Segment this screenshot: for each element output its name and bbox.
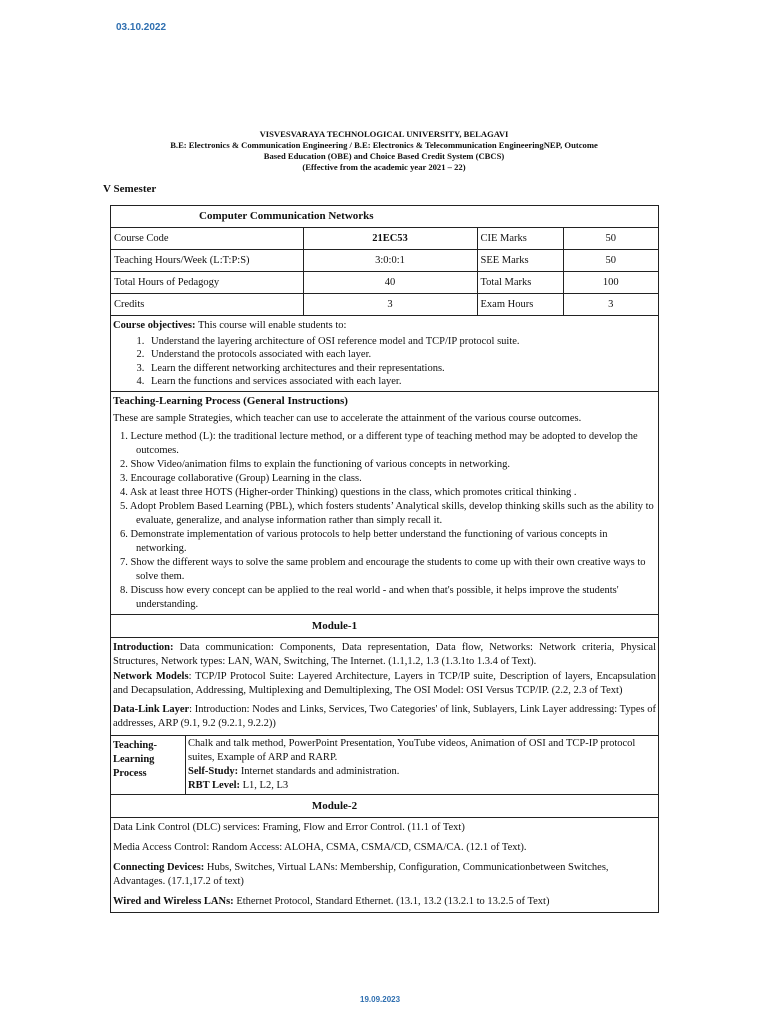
course-info-table: [111, 228, 658, 315]
topic-text: Hubs, Switches, Virtual LANs: Membership, Configuration, Communicationbetween Switches, Advantages. (17.1,17.2 of text): [113, 861, 609, 887]
program-line: B.E: Electronics & Communication Engineering / B.E: Electronics & Telecommunication EngineeringNEP, Outcome: [170, 140, 598, 150]
module-2-dlc: Data Link Control (DLC) services: Framing, Flow and Error Control. (11.1 of Text): [113, 821, 465, 833]
course-code-value: 21EC53: [303, 228, 477, 250]
list-item: 8. Discuss how every concept can be applied to the real world - and when that's possible, it helps improve the students' understanding.: [120, 584, 619, 610]
module-2-heading: Module-2: [111, 795, 658, 818]
objectives-list: [113, 335, 656, 389]
course-title: Computer Communication Networks: [111, 206, 658, 228]
topic-text: Ethernet Protocol, Standard Ethernet. (13.1, 13.2 (13.2.1 to 13.2.5 of Text): [233, 895, 550, 907]
topic-label: Network Models: [113, 670, 189, 682]
module-2-content: [111, 818, 658, 912]
self-study-label: Self-Study:: [188, 765, 239, 777]
date-top: 03.10.2022: [116, 22, 167, 33]
topic-text: : TCP/IP Protocol Suite: Layered Architecture, Layers in TCP/IP suite, Description of layers, Encapsulation and Decapsulation, Addressing, Multiplexing and Demultiplexing, The OSI Model: OSI Versus TCP/IP. (2.2, 2.3 of Text): [113, 670, 656, 696]
info-label: CIE Marks: [477, 228, 563, 250]
document-header: [100, 129, 668, 173]
syllabus-table: [110, 205, 659, 913]
list-item: 4. Learn the functions and services associated with each layer.: [147, 375, 656, 389]
list-item: 1. Lecture method (L): the traditional lecture method, or a different type of teaching method may be adopted to develop the outcomes.: [120, 430, 638, 456]
tlp-list: [113, 430, 656, 612]
info-value: 3: [608, 299, 614, 310]
list-item: 5. Adopt Problem Based Learning (PBL), which fosters students’ Analytical skills, develop thinking skills such as the ability to evaluate, generalize, and analyse information rather than simply recall it.: [120, 500, 654, 526]
date-bottom: 19.09.2023: [360, 995, 401, 1004]
semester-label: V Semester: [103, 183, 157, 195]
objectives-label: Course objectives:: [113, 320, 196, 331]
tl-label: Teaching-Learning Process: [111, 736, 186, 794]
info-row: [111, 272, 658, 294]
info-label: Total Marks: [477, 272, 563, 294]
rbt-text: L1, L2, L3: [240, 779, 289, 791]
list-item: 2. Show Video/animation films to explain the functioning of various concepts in networking.: [120, 458, 510, 470]
module-2-lans: [111, 892, 658, 912]
topic-text: : Introduction: Nodes and Links, Services, Two Categories' of link, Sublayers, Link Layer addressing: Types of addresses, ARP (9.1, 9.2 (9.2.1, 9.2.2)): [113, 703, 657, 729]
program-line-2: Based Education (OBE) and Choice Based Credit System (CBCS): [263, 151, 505, 161]
effective-year: (Effective from the academic year 2021 – 22): [302, 162, 466, 172]
objectives-intro: This course will enable students to:: [195, 320, 347, 331]
info-value: 50: [563, 228, 658, 250]
rbt-label: RBT Level:: [188, 779, 241, 791]
info-label: Credits: [111, 294, 303, 316]
course-objectives: [111, 316, 658, 392]
info-row: [111, 250, 658, 272]
course-info: [111, 228, 658, 316]
info-value: 50: [563, 250, 658, 272]
topic-text: Data communication: Components, Data representation, Data flow, Networks: Network criteria, Physical Structures, Network types: LAN, WAN, Switching, The Internet. (1.1,1.2, 1.3 (1.3.1to 1.3.4 of Text).: [113, 641, 656, 667]
info-label: Teaching Hours/Week (L:T:P:S): [111, 250, 303, 272]
teaching-learning-process: [111, 392, 658, 615]
module-1-teaching-learning: [111, 736, 658, 795]
rbt-level: [188, 779, 656, 793]
topic-label: Data-Link Layer: [113, 703, 190, 715]
tl-content: [186, 736, 659, 794]
info-label: Total Hours of Pedagogy: [111, 272, 303, 294]
list-item: 3. Encourage collaborative (Group) Learning in the class.: [120, 472, 362, 484]
teaching-learning-table: [111, 736, 658, 794]
list-item: 4. Ask at least three HOTS (Higher-order Thinking) questions in the class, which promotes critical thinking .: [120, 486, 577, 498]
info-row: [111, 294, 658, 316]
info-value: 40: [303, 272, 477, 294]
topic-label: Wired and Wireless LANs:: [113, 895, 234, 907]
topic-label: Connecting Devices:: [113, 861, 205, 873]
info-label: SEE Marks: [477, 250, 563, 272]
module-1-heading: Module-1: [111, 615, 658, 638]
list-item: 2. Understand the protocols associated with each layer.: [147, 348, 656, 362]
info-row: [111, 228, 658, 250]
module-2-mac: Media Access Control: Random Access: ALOHA, CSMA, CSMA/CD, CSMA/CA. (12.1 of Text).: [113, 841, 527, 853]
module-1-network-models: [111, 669, 658, 702]
module-1-content: [111, 638, 658, 736]
tlp-intro: These are sample Strategies, which teacher can use to accelerate the attainment of the various course outcomes.: [113, 413, 582, 424]
tl-methods: Chalk and talk method, PowerPoint Presentation, YouTube videos, Animation of OSI and TCP-IP protocol suites, Example of ARP and RARP.: [188, 737, 636, 763]
info-label: Exam Hours: [477, 294, 563, 316]
info-label: Course Code: [111, 228, 303, 250]
info-value: 3:0:0:1: [303, 250, 477, 272]
list-item: 3. Learn the different networking architectures and their representations.: [147, 362, 656, 376]
topic-label: Introduction:: [113, 641, 174, 653]
info-value: 3: [303, 294, 477, 316]
tlp-title: Teaching-Learning Process (General Instructions): [113, 394, 348, 407]
list-item: 7. Show the different ways to solve the same problem and encourage the students to come up with their own creative ways to solve them.: [120, 556, 646, 582]
list-item: 1. Understand the layering architecture of OSI reference model and TCP/IP protocol suite.: [147, 335, 656, 349]
module-2-connecting-devices: [111, 858, 658, 892]
info-value: 100: [563, 272, 658, 294]
module-1-data-link-layer: [111, 702, 658, 735]
university-name: VISVESVARAYA TECHNOLOGICAL UNIVERSITY, BELAGAVI: [259, 129, 509, 139]
self-study: [188, 765, 656, 779]
list-item: 6. Demonstrate implementation of various protocols to help better understand the functioning of various concepts in networking.: [120, 528, 608, 554]
self-study-text: Internet standards and administration.: [238, 765, 400, 777]
